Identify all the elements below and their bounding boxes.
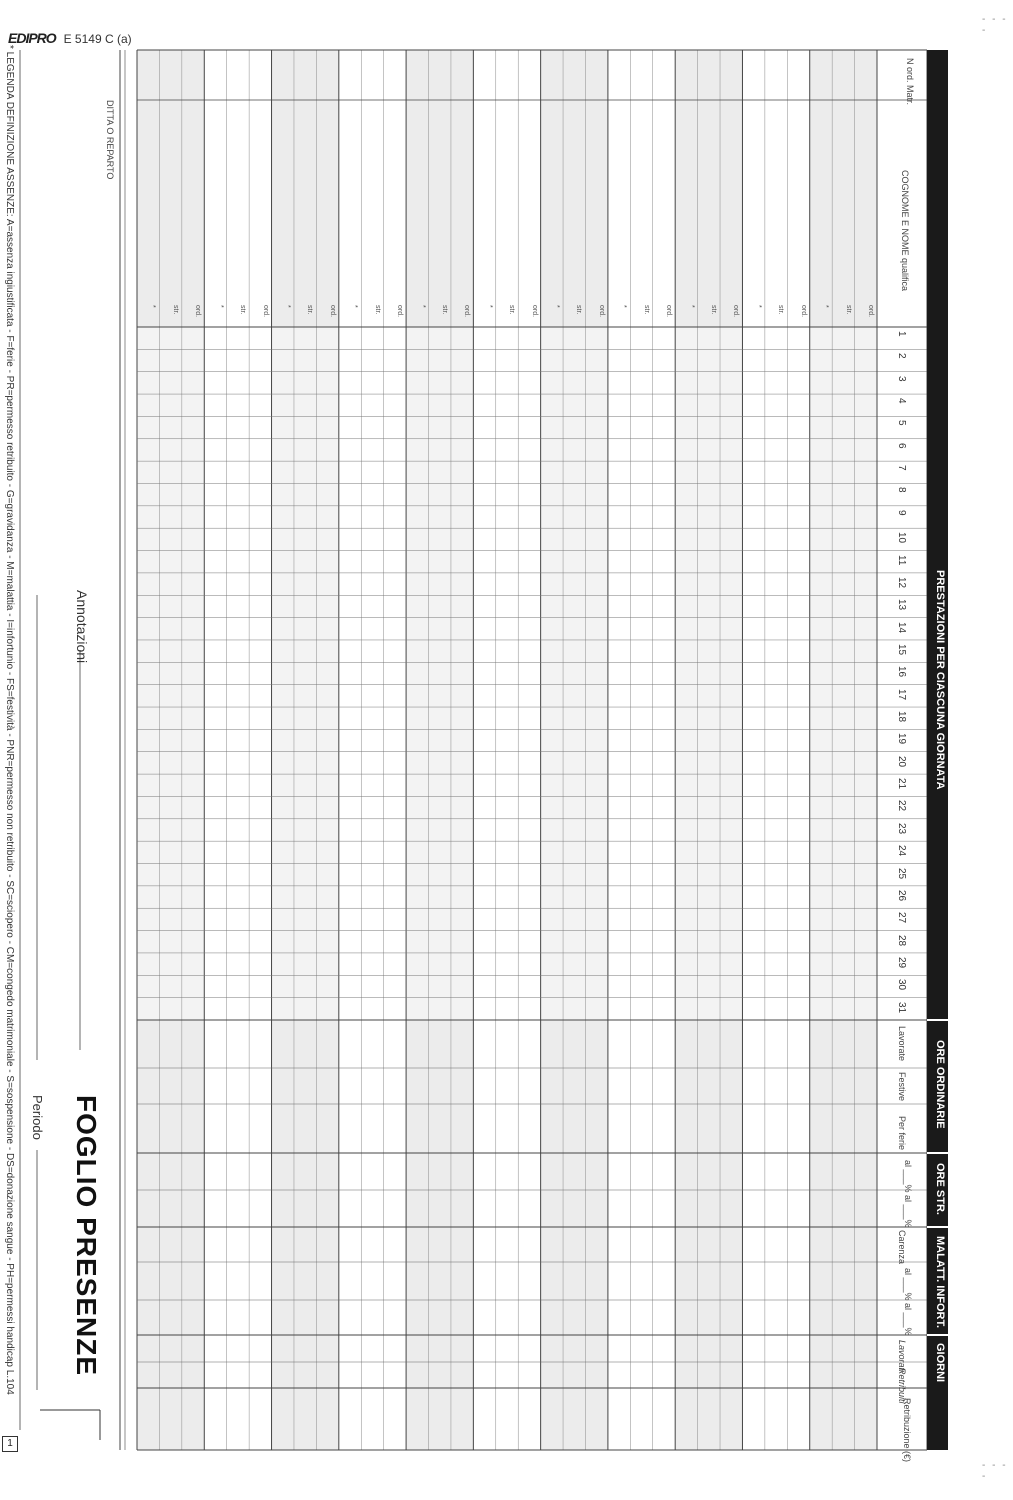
row-type-label: * <box>620 305 628 308</box>
day-number: 28 <box>896 934 907 946</box>
row-type-label: str. <box>440 305 448 315</box>
row-type-label: str. <box>239 305 247 315</box>
day-number: 22 <box>896 800 907 812</box>
day-number: 8 <box>896 487 907 494</box>
day-number: 31 <box>896 1001 907 1013</box>
day-number: 1 <box>896 331 907 337</box>
day-number: 7 <box>896 465 907 471</box>
form-code: E 5149 C (a) <box>63 32 132 46</box>
col-overtime2-label: al ___% <box>903 1195 913 1228</box>
row-type-label: str. <box>642 305 650 315</box>
day-number: 10 <box>896 532 907 544</box>
row-type-label: ord. <box>328 305 336 318</box>
row-type-label: ord. <box>732 305 740 318</box>
day-number: 30 <box>896 979 907 991</box>
section-overtime-header: ORE STR. <box>934 1163 946 1215</box>
day-band <box>137 327 204 1020</box>
day-number: 19 <box>896 733 907 745</box>
day-number: 14 <box>896 621 907 633</box>
col-waiting-label: Carenza <box>897 1230 907 1265</box>
day-number: 6 <box>896 442 907 449</box>
section-daily-header: PRESTAZIONI PER CIASCUNA GIORNATA <box>934 570 946 790</box>
day-number: 13 <box>896 599 907 611</box>
absence-legend: * LEGENDA DEFINIZIONE ASSENZE: A=assenza ingiustificata - F=ferie - PR=permesso retribuito - G=gravidanza - M=malattia - I=infortunio - FS=festività - PNR=permesso non retribuito - SC=sciopero - CM=congedo matrimoniale - S=sospensione - DS=donazione sangue - PH=permessi handicap L.104 <box>4 45 15 1395</box>
row-type-label: * <box>553 305 561 308</box>
row-type-label: ord. <box>530 305 538 318</box>
day-number: 11 <box>896 554 907 565</box>
row-type-label: * <box>687 305 695 308</box>
row-type-label: str. <box>373 305 381 315</box>
row-type-label: * <box>485 305 493 308</box>
period-label: Periodo <box>30 1095 45 1140</box>
row-type-label: ord. <box>261 305 269 318</box>
day-number: 3 <box>896 375 907 382</box>
col-vacation-label: Per ferie <box>897 1116 907 1151</box>
brand-name: EDIPRO <box>8 30 56 46</box>
row-type-label: * <box>149 305 157 308</box>
col-sick2-label: al ___% <box>903 1303 913 1336</box>
day-number: 9 <box>896 509 907 516</box>
row-type-label: str. <box>306 305 314 315</box>
row-type-label: str. <box>710 305 718 315</box>
form-title: FOGLIO PRESENZE <box>71 1095 102 1377</box>
section-days-header: GIORNI <box>934 1343 946 1383</box>
col-overtime1-label: al ___% <box>903 1160 913 1193</box>
cut-mark: - - - - <box>982 1460 1008 1482</box>
row-type-label: * <box>216 305 224 308</box>
row-type-label: str. <box>575 305 583 315</box>
col-sick1-label: al ___% <box>903 1268 913 1301</box>
row-type-label: * <box>283 305 291 308</box>
day-number: 12 <box>896 576 907 589</box>
row-type-label: ord. <box>194 305 202 318</box>
day-band <box>406 327 473 1020</box>
row-type-label: str. <box>508 305 516 315</box>
day-number: 21 <box>896 778 907 790</box>
day-number: 4 <box>896 398 907 404</box>
day-number: 26 <box>896 889 907 901</box>
day-number: 27 <box>896 912 907 924</box>
row-type-label: ord. <box>396 305 404 318</box>
day-number: 18 <box>896 711 907 723</box>
col-days-worked-label: Lavorati <box>897 1340 907 1373</box>
day-number: 5 <box>896 420 907 426</box>
day-number: 16 <box>896 666 907 678</box>
row-type-label: * <box>351 305 359 308</box>
col-worked-label: Lavorate <box>897 1026 907 1062</box>
section-sickness-header: MALATT. INFORT. <box>934 1236 946 1329</box>
company-label: DITTA O REPARTO <box>105 100 115 180</box>
row-type-label: ord. <box>665 305 673 318</box>
day-number: 2 <box>896 353 907 359</box>
row-type-label: str. <box>844 305 852 315</box>
col-days-paid-label: Retribuiti <box>897 1368 907 1404</box>
day-band <box>810 327 877 1020</box>
col-name-label: COGNOME E NOME qualifica <box>900 170 910 292</box>
section-ordinary-header: ORE ORDINARIE <box>934 1040 946 1129</box>
day-number: 25 <box>896 867 907 879</box>
row-type-label: ord. <box>799 305 807 318</box>
annotations-label: Annotazioni <box>74 590 90 664</box>
row-type-label: ord. <box>867 305 874 318</box>
day-number: 20 <box>896 755 907 767</box>
day-number: 15 <box>896 643 907 656</box>
cut-mark: - - - - <box>982 14 1008 36</box>
row-type-label: ord. <box>597 305 605 318</box>
page-number: 1 <box>2 1436 18 1452</box>
col-number-label: N ord. Matr. <box>905 58 915 106</box>
row-type-label: * <box>754 305 762 308</box>
col-holidays-label: Festive <box>897 1072 907 1102</box>
row-type-label: str. <box>777 305 785 315</box>
row-type-label: * <box>418 305 426 308</box>
day-number: 23 <box>896 822 907 834</box>
day-number: 17 <box>896 688 907 700</box>
day-band <box>675 327 742 1020</box>
row-type-label: * <box>822 305 830 308</box>
day-band <box>272 327 339 1020</box>
row-type-label: str. <box>171 305 179 315</box>
day-number: 29 <box>896 956 907 969</box>
day-number: 24 <box>896 845 907 857</box>
col-pay-label: Retribuzione (€) <box>902 1398 912 1463</box>
day-band <box>541 327 608 1020</box>
row-type-label: ord. <box>463 305 471 318</box>
